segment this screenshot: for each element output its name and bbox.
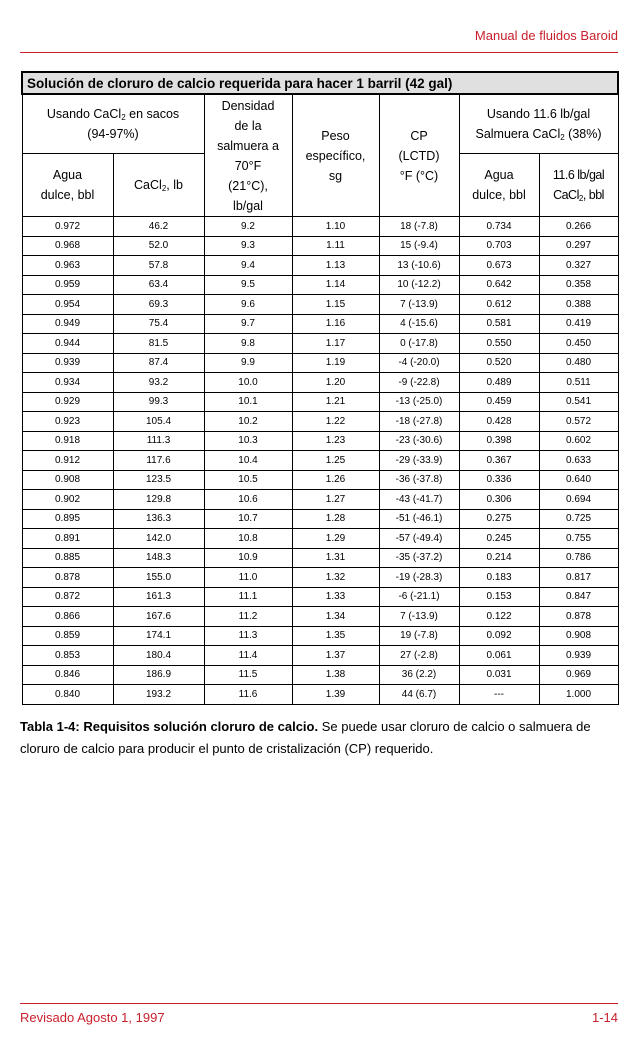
table-cell: 11.1 <box>204 587 292 607</box>
table-cell: 1.37 <box>292 646 379 666</box>
table-cell: 75.4 <box>113 314 204 334</box>
table-cell: 0.847 <box>539 587 618 607</box>
table-caption: Tabla 1-4: Requisitos solución cloruro de calcio. Se puede usar cloruro de calcio o salmuera de cloruro de calcio para producir el punto de cristalización (CP) requerido. <box>20 719 591 756</box>
table-cell: 1.29 <box>292 529 379 549</box>
table-cell: 10.4 <box>204 451 292 471</box>
table-cell: 142.0 <box>113 529 204 549</box>
table-cell: 0.908 <box>539 626 618 646</box>
table-cell: 46.2 <box>113 217 204 237</box>
table-row <box>22 314 618 334</box>
table-row <box>22 548 618 568</box>
table-cell: 9.2 <box>204 217 292 237</box>
table-row <box>22 217 618 237</box>
table-cell: 1.14 <box>292 275 379 295</box>
header-group-brine: Usando 11.6 lb/gal Salmuera CaCl$_2$ (38%) <box>459 94 618 154</box>
table-cell: -13 (-25.0) <box>379 392 459 412</box>
table-cell: 0.878 <box>539 607 618 627</box>
table-cell: 63.4 <box>113 275 204 295</box>
table-cell: 0.122 <box>459 607 539 627</box>
table-cell: 0.367 <box>459 451 539 471</box>
table-cell: 0.245 <box>459 529 539 549</box>
table-cell: -35 (-37.2) <box>379 548 459 568</box>
table-cell: 1.31 <box>292 548 379 568</box>
table-cell: 9.4 <box>204 256 292 276</box>
table-cell: 0.306 <box>459 490 539 510</box>
table-cell: 174.1 <box>113 626 204 646</box>
table-cell: -29 (-33.9) <box>379 451 459 471</box>
table-row <box>22 256 618 276</box>
table-cell: 69.3 <box>113 295 204 315</box>
table-cell: 11.0 <box>204 568 292 588</box>
table-cell: 9.9 <box>204 353 292 373</box>
footer-rule <box>20 1003 618 1004</box>
table-row <box>22 451 618 471</box>
table-cell: 0.939 <box>22 353 113 373</box>
table-cell: 11.5 <box>204 665 292 685</box>
table-row <box>22 431 618 451</box>
table-cell: -36 (-37.8) <box>379 470 459 490</box>
table-cell: 1.38 <box>292 665 379 685</box>
table-cell: 0.612 <box>459 295 539 315</box>
table-cell: -9 (-22.8) <box>379 373 459 393</box>
table-cell: -57 (-49.4) <box>379 529 459 549</box>
table-cell: 9.5 <box>204 275 292 295</box>
table-cell: 10.0 <box>204 373 292 393</box>
table-row <box>22 568 618 588</box>
table-cell: 0.878 <box>22 568 113 588</box>
table-row <box>22 587 618 607</box>
header-brine-bbl: 11.6 lb/gal CaCl$_2$, bbl <box>539 154 618 217</box>
table-cell: 0.885 <box>22 548 113 568</box>
table-row <box>22 509 618 529</box>
table-cell: 9.3 <box>204 236 292 256</box>
table-cell: 161.3 <box>113 587 204 607</box>
table-cell: 0.633 <box>539 451 618 471</box>
table-cell: 10.3 <box>204 431 292 451</box>
table-cell: 0.214 <box>459 548 539 568</box>
table-cell: 0.939 <box>539 646 618 666</box>
table-cell: 15 (-9.4) <box>379 236 459 256</box>
table-cell: 0.949 <box>22 314 113 334</box>
table-cell: 93.2 <box>113 373 204 393</box>
table-cell: 1.20 <box>292 373 379 393</box>
table-row <box>22 412 618 432</box>
calcium-chloride-table <box>21 71 619 705</box>
table-cell: 36 (2.2) <box>379 665 459 685</box>
table-cell: 123.5 <box>113 470 204 490</box>
table-cell: 4 (-15.6) <box>379 314 459 334</box>
table-cell: 0.398 <box>459 431 539 451</box>
table-cell: 1.11 <box>292 236 379 256</box>
table-cell: 7 (-13.9) <box>379 295 459 315</box>
table-cell: 7 (-13.9) <box>379 607 459 627</box>
table-cell: 1.17 <box>292 334 379 354</box>
table-cell: 0.895 <box>22 509 113 529</box>
header-specific-gravity: Peso específico, sg <box>292 94 379 217</box>
table-row <box>22 626 618 646</box>
table-cell: 10.5 <box>204 470 292 490</box>
table-cell: 10.6 <box>204 490 292 510</box>
header-fresh-water-sacks: Agua dulce, bbl <box>22 154 113 217</box>
table-cell: 10.7 <box>204 509 292 529</box>
table-cell: 0.703 <box>459 236 539 256</box>
table-cell: 1.34 <box>292 607 379 627</box>
table-cell: 180.4 <box>113 646 204 666</box>
table-row <box>22 353 618 373</box>
page-number: 1-14 <box>591 1010 618 1025</box>
table-cell: 27 (-2.8) <box>379 646 459 666</box>
table-cell: 1.000 <box>539 685 618 705</box>
table-cell: 0.902 <box>22 490 113 510</box>
table-cell: 0.602 <box>539 431 618 451</box>
table-cell: 0.642 <box>459 275 539 295</box>
table-cell: 0.963 <box>22 256 113 276</box>
table-cell: 1.23 <box>292 431 379 451</box>
table-row <box>22 490 618 510</box>
table-cell: 1.21 <box>292 392 379 412</box>
table-cell: 0.541 <box>539 392 618 412</box>
table-cell: -18 (-27.8) <box>379 412 459 432</box>
table-cell: 1.10 <box>292 217 379 237</box>
table-cell: 0.266 <box>539 217 618 237</box>
table-cell: 87.4 <box>113 353 204 373</box>
header-crystallization-point: CP (LCTD) °F (°C) <box>379 94 459 217</box>
table-row <box>22 665 618 685</box>
table-cell: 0.550 <box>459 334 539 354</box>
table-cell: 0.358 <box>539 275 618 295</box>
table-cell: 186.9 <box>113 665 204 685</box>
table-row <box>22 334 618 354</box>
page-header-title: Manual de fluidos Baroid <box>474 28 618 43</box>
table-cell: 1.33 <box>292 587 379 607</box>
table-cell: 10.1 <box>204 392 292 412</box>
table-cell: 136.3 <box>113 509 204 529</box>
table-cell: 1.39 <box>292 685 379 705</box>
table-cell: 155.0 <box>113 568 204 588</box>
table-cell: 129.8 <box>113 490 204 510</box>
table-cell: 1.35 <box>292 626 379 646</box>
table-cell: 0 (-17.8) <box>379 334 459 354</box>
table-cell: 0.840 <box>22 685 113 705</box>
table-cell: 11.3 <box>204 626 292 646</box>
table-row <box>22 607 618 627</box>
table-cell: 13 (-10.6) <box>379 256 459 276</box>
table-cell: 1.19 <box>292 353 379 373</box>
table-cell: 0.388 <box>539 295 618 315</box>
table-row <box>22 373 618 393</box>
table-cell: 167.6 <box>113 607 204 627</box>
table-cell: 1.15 <box>292 295 379 315</box>
table-cell: 0.275 <box>459 509 539 529</box>
header-rule <box>20 52 618 53</box>
footer-revision: Revisado Agosto 1, 1997 <box>20 1010 165 1025</box>
table-cell: 11.4 <box>204 646 292 666</box>
table-cell: 0.846 <box>22 665 113 685</box>
table-cell: 9.7 <box>204 314 292 334</box>
table-cell: -6 (-21.1) <box>379 587 459 607</box>
table-cell: 0.419 <box>539 314 618 334</box>
table-row <box>22 685 618 705</box>
table-cell: 0.923 <box>22 412 113 432</box>
table-row <box>22 275 618 295</box>
table-cell: 0.969 <box>539 665 618 685</box>
table-cell: 0.480 <box>539 353 618 373</box>
table-body <box>22 217 618 705</box>
table-cell: 19 (-7.8) <box>379 626 459 646</box>
table-cell: 0.428 <box>459 412 539 432</box>
table-cell: 0.092 <box>459 626 539 646</box>
table-cell: 9.8 <box>204 334 292 354</box>
table-cell: 111.3 <box>113 431 204 451</box>
table-cell: 1.16 <box>292 314 379 334</box>
table-cell: 0.929 <box>22 392 113 412</box>
table-row <box>22 646 618 666</box>
table-cell: 81.5 <box>113 334 204 354</box>
table-row <box>22 236 618 256</box>
table-cell: 0.891 <box>22 529 113 549</box>
table-cell: -43 (-41.7) <box>379 490 459 510</box>
table-cell: --- <box>459 685 539 705</box>
table-cell: 0.918 <box>22 431 113 451</box>
table-cell: -19 (-28.3) <box>379 568 459 588</box>
table-cell: 0.572 <box>539 412 618 432</box>
table-cell: 9.6 <box>204 295 292 315</box>
table-cell: 0.959 <box>22 275 113 295</box>
header-density: Densidad de la salmuera a 70°F (21°C), lb/gal <box>204 94 292 217</box>
table-cell: 1.27 <box>292 490 379 510</box>
table-cell: 0.640 <box>539 470 618 490</box>
table-cell: 0.755 <box>539 529 618 549</box>
table-cell: 10.8 <box>204 529 292 549</box>
table-row <box>22 295 618 315</box>
header-group-sacks: Usando CaCl$_2$ en sacos (94-97%) <box>22 94 204 154</box>
table-cell: 0.908 <box>22 470 113 490</box>
table-cell: 0.725 <box>539 509 618 529</box>
table-cell: 0.336 <box>459 470 539 490</box>
table-cell: 0.450 <box>539 334 618 354</box>
table-cell: 0.968 <box>22 236 113 256</box>
table-cell: 0.954 <box>22 295 113 315</box>
table-cell: 10.2 <box>204 412 292 432</box>
table-cell: 0.866 <box>22 607 113 627</box>
table-cell: 0.859 <box>22 626 113 646</box>
table-cell: 0.872 <box>22 587 113 607</box>
table-cell: 57.8 <box>113 256 204 276</box>
table-cell: 0.031 <box>459 665 539 685</box>
table-cell: 0.912 <box>22 451 113 471</box>
table-cell: 0.694 <box>539 490 618 510</box>
table-cell: 0.786 <box>539 548 618 568</box>
table-cell: 117.6 <box>113 451 204 471</box>
table-title: Solución de cloruro de calcio requerida para hacer 1 barril (42 gal) <box>22 72 618 94</box>
table-cell: 0.489 <box>459 373 539 393</box>
table-cell: 148.3 <box>113 548 204 568</box>
table-cell: 1.28 <box>292 509 379 529</box>
table-cell: 11.6 <box>204 685 292 705</box>
table-cell: 52.0 <box>113 236 204 256</box>
table-cell: -51 (-46.1) <box>379 509 459 529</box>
table-cell: 0.673 <box>459 256 539 276</box>
table-cell: 0.153 <box>459 587 539 607</box>
table-cell: 0.511 <box>539 373 618 393</box>
table-cell: 105.4 <box>113 412 204 432</box>
table-cell: 1.13 <box>292 256 379 276</box>
table-cell: 1.22 <box>292 412 379 432</box>
table-cell: 0.520 <box>459 353 539 373</box>
table-cell: 0.944 <box>22 334 113 354</box>
table-cell: 18 (-7.8) <box>379 217 459 237</box>
table-cell: 10 (-12.2) <box>379 275 459 295</box>
table-cell: 44 (6.7) <box>379 685 459 705</box>
table-cell: 0.327 <box>539 256 618 276</box>
table-cell: 0.734 <box>459 217 539 237</box>
table-cell: 1.25 <box>292 451 379 471</box>
table-cell: 0.297 <box>539 236 618 256</box>
table-cell: 0.817 <box>539 568 618 588</box>
table-cell: 1.26 <box>292 470 379 490</box>
table-cell: 99.3 <box>113 392 204 412</box>
table-cell: 11.2 <box>204 607 292 627</box>
table-cell: 0.581 <box>459 314 539 334</box>
table-cell: 0.061 <box>459 646 539 666</box>
header-fresh-water-brine: Agua dulce, bbl <box>459 154 539 217</box>
table-cell: 1.32 <box>292 568 379 588</box>
table-cell: 0.972 <box>22 217 113 237</box>
table-cell: 10.9 <box>204 548 292 568</box>
table-row <box>22 529 618 549</box>
table-cell: 0.853 <box>22 646 113 666</box>
table-cell: 0.459 <box>459 392 539 412</box>
table-row <box>22 470 618 490</box>
table-cell: 0.934 <box>22 373 113 393</box>
table-cell: 193.2 <box>113 685 204 705</box>
table-cell: -23 (-30.6) <box>379 431 459 451</box>
table-cell: -4 (-20.0) <box>379 353 459 373</box>
header-cacl2-lb: CaCl$_2$, lb <box>113 154 204 217</box>
table-cell: 0.183 <box>459 568 539 588</box>
table-row <box>22 392 618 412</box>
